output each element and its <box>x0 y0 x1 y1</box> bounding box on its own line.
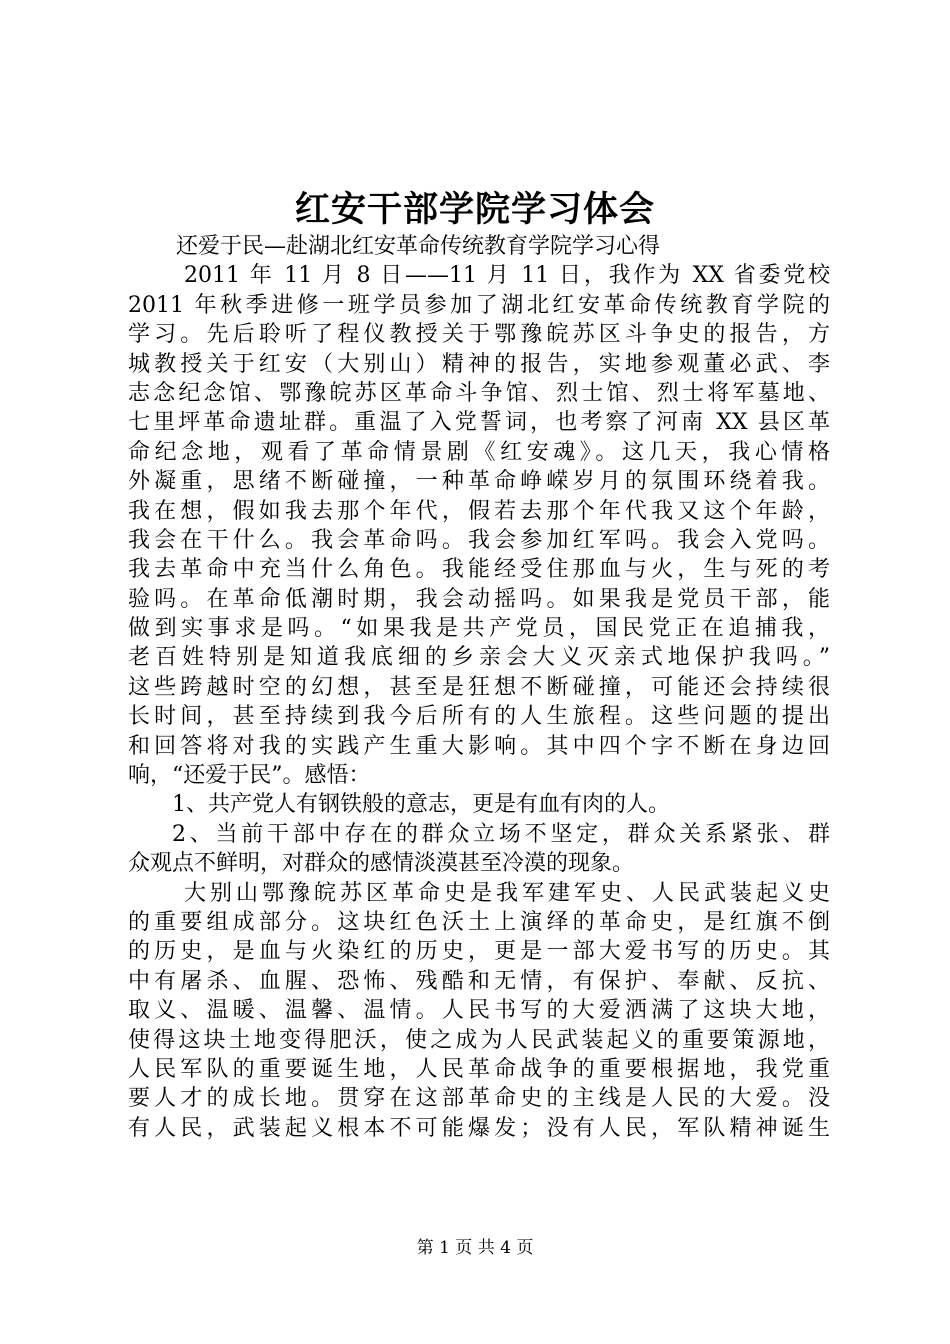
text-line: 我会在干什么。我会革命吗。我会参加红军吗。我会入党吗。 <box>128 527 830 553</box>
text-line: 的重要组成部分。这块红色沃土上演绎的革命史，是红旗不倒 <box>128 909 830 935</box>
text-line: 人民军队的重要诞生地，人民革命战争的重要根据地，我党重 <box>128 1056 830 1082</box>
text-line: 要人才的成长地。贯穿在这部革命史的主线是人民的大爱。没 <box>128 1086 830 1112</box>
text-line: 大别山鄂豫皖苏区革命史是我军建军史、人民武装起义史 <box>184 880 830 906</box>
text-line: 长时间，甚至持续到我今后所有的人生旅程。这些问题的提出 <box>128 704 830 730</box>
text-line: 城教授关于红安（大别山）精神的报告，实地参观董必武、李 <box>128 351 830 377</box>
text-line: 志念纪念馆、鄂豫皖苏区革命斗争馆、烈士馆、烈士将军墓地、 <box>128 380 830 406</box>
text-line: 中有屠杀、血腥、恐怖、残酷和无情，有保护、奉献、反抗、 <box>128 968 830 994</box>
text-line: 的历史，是血与火染红的历史，更是一部大爱书写的历史。其 <box>128 939 830 965</box>
subtitle-line: 还爱于民—赴湖北红安革命传统教育学院学习心得 <box>176 234 661 259</box>
text-line: 和回答将对我的实践产生重大影响。其中四个字不断在身边回 <box>128 733 830 759</box>
document-body <box>128 232 830 1143</box>
text-line: 响，“还爱于民”。感悟： <box>128 763 371 789</box>
text-line: 取义、温暖、温馨、温情。人民书写的大爱洒满了这块大地， <box>128 998 830 1024</box>
list-item: 1、共产党人有钢铁般的意志，更是有血有肉的人。 <box>172 792 670 818</box>
text-line: 我在想，假如我去那个年代，假若去那个年代我又这个年龄， <box>128 498 830 524</box>
text-line: 2011 年 11 月 8 日——11 月 11 日，我作为 XX 省委党校 <box>184 263 830 289</box>
text-line: 使得这块土地变得肥沃，使之成为人民武装起义的重要策源地， <box>128 1027 830 1053</box>
text-line: 老百姓特别是知道我底细的乡亲会大义灭亲式地保护我吗。” <box>128 645 830 671</box>
text-line: 命纪念地，观看了革命情景剧《红安魂》。这几天，我心情格 <box>128 439 830 465</box>
text-line: 外凝重，思绪不断碰撞，一种革命峥嵘岁月的氛围环绕着我。 <box>128 469 830 495</box>
text-line: 这些跨越时空的幻想，甚至是狂想不断碰撞，可能还会持续很 <box>128 674 830 700</box>
text-line: 众观点不鲜明，对群众的感情淡漠甚至冷漠的现象。 <box>128 851 635 877</box>
text-line: 我去革命中充当什么角色。我能经受住那血与火，生与死的考 <box>128 557 830 583</box>
page-number: 第 1 页 共 4 页 <box>416 1238 534 1258</box>
text-line: 有人民，武装起义根本不可能爆发；没有人民，军队精神诞生 <box>128 1115 830 1141</box>
text-line: 七里坪革命遗址群。重温了入党誓词，也考察了河南 XX 县区革 <box>128 410 830 436</box>
text-line: 2011 年秋季进修一班学员参加了湖北红安革命传统教育学院的 <box>128 292 830 318</box>
list-item: 2、当前干部中存在的群众立场不坚定，群众关系紧张、群 <box>172 821 830 847</box>
document-title: 红安干部学院学习体会 <box>294 189 655 230</box>
text-line: 做到实事求是吗。“如果我是共产党员，国民党正在追捕我， <box>128 616 830 642</box>
text-line: 验吗。在革命低潮时期，我会动摇吗。如果我是党员干部，能 <box>128 586 830 612</box>
text-line: 学习。先后聆听了程仪教授关于鄂豫皖苏区斗争史的报告，方 <box>128 322 830 348</box>
